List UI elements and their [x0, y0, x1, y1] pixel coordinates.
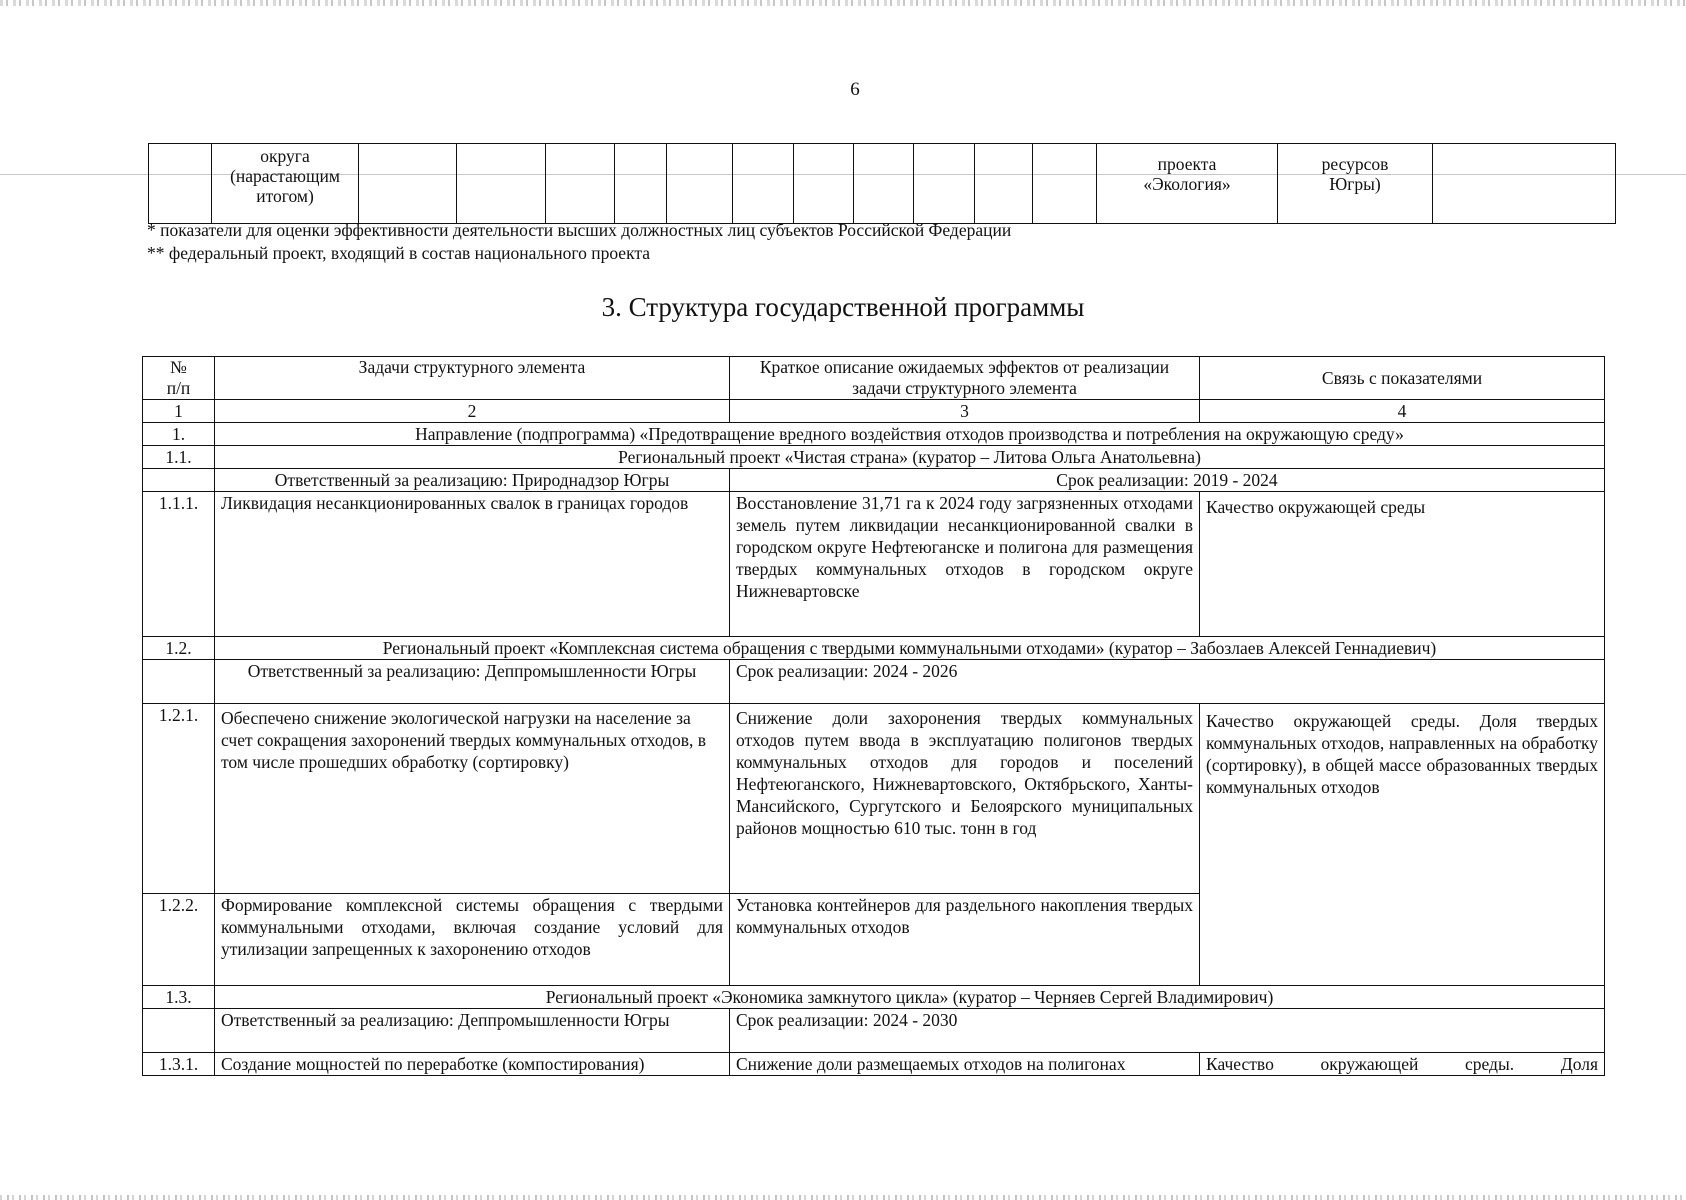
- cont-cell-project: проекта «Экология»: [1097, 144, 1278, 224]
- cont-cell: [457, 144, 546, 224]
- header-tasks: Задачи структурного элемента: [215, 357, 730, 400]
- row-number: 1.2.1.: [143, 704, 215, 894]
- footnote-1: * показатели для оценки эффективности деятельности высших должностных лиц субъектов Российской Федерации: [147, 220, 1012, 240]
- direction-title: Направление (подпрограмма) «Предотвращение вредного воздействия отходов производства и потребления на окружающую среду»: [215, 423, 1605, 446]
- responsible-cell: Ответственный за реализацию: Деппромышленности Югры: [215, 1009, 730, 1053]
- responsible-row: [143, 1009, 1605, 1053]
- scan-edge-top: [0, 0, 1686, 6]
- row-number: 1.2.2.: [143, 894, 215, 986]
- project-row: [143, 986, 1605, 1009]
- cont-cell-region: округа (нарастающим итогом): [212, 144, 359, 224]
- row-number: 1.2.: [143, 637, 215, 660]
- term-cell: Срок реализации: 2024 - 2026: [730, 660, 1605, 704]
- cont-cell: [546, 144, 615, 224]
- link-cell: Качество окружающей среды. Доля: [1200, 1053, 1605, 1076]
- effect-cell: Установка контейнеров для раздельного накопления твердых коммунальных отходов: [730, 894, 1200, 986]
- header-num: № п/п: [143, 357, 215, 400]
- header-effects: Краткое описание ожидаемых эффектов от реализации задачи структурного элемента: [730, 357, 1200, 400]
- row-number: 1.1.: [143, 446, 215, 469]
- responsible-row: [143, 660, 1605, 704]
- col-number: 2: [215, 400, 730, 423]
- continuation-table: [148, 143, 1616, 224]
- project-row: [143, 637, 1605, 660]
- cont-cell: [975, 144, 1033, 224]
- header-link: Связь с показателями: [1200, 357, 1605, 400]
- project-title: Региональный проект «Чистая страна» (куратор – Литова Ольга Анатольевна): [215, 446, 1605, 469]
- scan-edge-bottom: [0, 1195, 1686, 1200]
- responsible-cell: Ответственный за реализацию: Природнадзор Югры: [215, 469, 730, 492]
- cont-cell: [794, 144, 854, 224]
- row-number: 1.1.1.: [143, 492, 215, 637]
- cont-cell: [733, 144, 794, 224]
- project-title: Региональный проект «Экономика замкнутого цикла» (куратор – Черняев Сергей Владимирович): [215, 986, 1605, 1009]
- task-cell: Обеспечено снижение экологической нагрузки на население за счет сокращения захоронений твердых коммунальных отходов, в том числе прошедших обработку (сортировку): [215, 704, 730, 894]
- effect-cell: Снижение доли размещаемых отходов на полигонах: [730, 1053, 1200, 1076]
- project-row: [143, 446, 1605, 469]
- direction-row: [143, 423, 1605, 446]
- term-cell: Срок реализации: 2019 - 2024: [730, 469, 1605, 492]
- effect-cell: Восстановление 31,71 га к 2024 году загрязненных отходами земель путем ликвидации несанкционированной свалки в городском округе Нефтеюганске и полигона для размещения твердых коммунальных отходов в городском округе Нижневартовске: [730, 492, 1200, 637]
- empty-cell: [143, 469, 215, 492]
- col-number: 4: [1200, 400, 1605, 423]
- link-cell: Качество окружающей среды. Доля твердых коммунальных отходов, направленных на обработку (сортировку), в общей массе образованных твердых коммунальных отходов: [1200, 704, 1605, 986]
- column-numbers-row: [143, 400, 1605, 423]
- task-cell: Формирование комплексной системы обращения с твердыми коммунальными отходами, включая создание условий для утилизации запрещенных к захоронению отходов: [215, 894, 730, 986]
- empty-cell: [143, 660, 215, 704]
- structure-table: [142, 356, 1605, 1076]
- cont-cell: [1433, 144, 1616, 224]
- cont-cell: [615, 144, 667, 224]
- responsible-row: [143, 469, 1605, 492]
- cont-cell: [149, 144, 212, 224]
- col-number: 1: [143, 400, 215, 423]
- task-cell: Создание мощностей по переработке (компостирования): [215, 1053, 730, 1076]
- col-number: 3: [730, 400, 1200, 423]
- task-row: [143, 1053, 1605, 1076]
- task-row: [143, 492, 1605, 637]
- cont-cell: [667, 144, 733, 224]
- row-number: 1.3.: [143, 986, 215, 1009]
- responsible-cell: Ответственный за реализацию: Деппромышленности Югры: [215, 660, 730, 704]
- page-number: 6: [850, 79, 860, 100]
- link-cell: Качество окружающей среды: [1200, 492, 1605, 637]
- cont-cell: [854, 144, 914, 224]
- row-number: 1.: [143, 423, 215, 446]
- task-row: [143, 704, 1605, 894]
- cont-cell: [1033, 144, 1097, 224]
- cont-cell: [914, 144, 975, 224]
- empty-cell: [143, 1009, 215, 1053]
- cont-cell-resources: ресурсов Югры): [1278, 144, 1433, 224]
- effect-cell: Снижение доли захоронения твердых коммунальных отходов путем ввода в эксплуатацию полигонов твердых коммунальных отходов для городов и поселений Нефтеюганского, Нижневартовского, Октябрьского, Ханты-Мансийского, Сургутского и Белоярского муниципальных районов мощностью 610 тыс. тонн в год: [730, 704, 1200, 894]
- header-row: [143, 357, 1605, 400]
- row-number: 1.3.1.: [143, 1053, 215, 1076]
- footnote-2: ** федеральный проект, входящий в состав национального проекта: [147, 243, 650, 263]
- section-title: 3. Структура государственной программы: [601, 292, 1085, 322]
- term-cell: Срок реализации: 2024 - 2030: [730, 1009, 1605, 1053]
- project-title: Региональный проект «Комплексная система обращения с твердыми коммунальными отходами» (куратор – Забозлаев Алексей Геннадиевич): [215, 637, 1605, 660]
- task-cell: Ликвидация несанкционированных свалок в границах городов: [215, 492, 730, 637]
- cont-cell: [359, 144, 457, 224]
